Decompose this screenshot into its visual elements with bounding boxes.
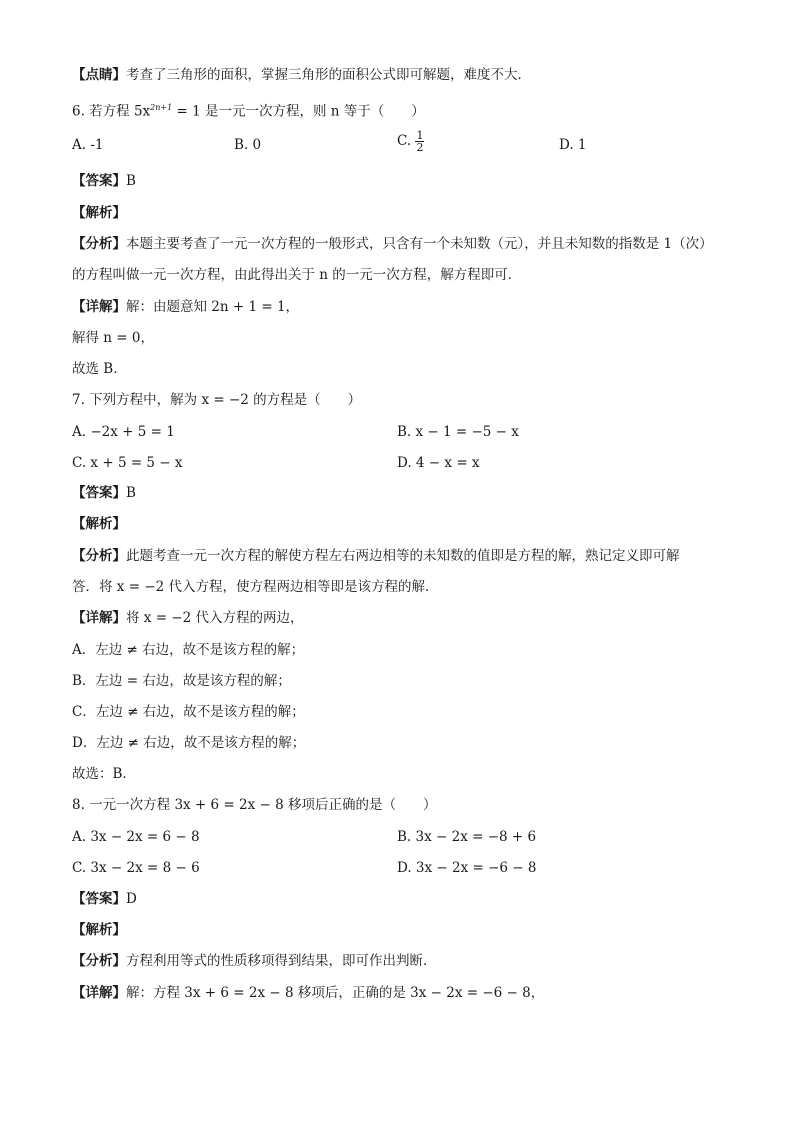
q8-option-c: C. 3x − 2x = 8 − 6 bbox=[72, 860, 200, 876]
q6-analysis-1: 【分析】本题主要考查了一元一次方程的一般形式，只含有一个未知数（元），并且未知数的指数是 1（次） bbox=[72, 236, 713, 252]
q6-analysis-heading: 【解析】 bbox=[72, 205, 126, 221]
q6-solve: 解得 n = 0， bbox=[72, 330, 154, 346]
q8-stem: 8. 一元一次方程 3x + 6 = 2x − 8 移项后正确的是（ ） bbox=[72, 797, 437, 813]
note-text: 考查了三角形的面积，掌握三角形的面积公式即可解题，难度不大． bbox=[126, 67, 531, 83]
q6-option-a: A. -1 bbox=[72, 137, 104, 153]
q8-option-b: B. 3x − 2x = −8 + 6 bbox=[397, 829, 537, 845]
q6-answer: 【答案】B bbox=[72, 173, 136, 189]
fraction: $\frac{1}{2}$ bbox=[416, 129, 424, 154]
q7-analysis-heading: 【解析】 bbox=[72, 516, 126, 532]
q8-analysis: 【分析】方程利用等式的性质移项得到结果，即可作出判断． bbox=[72, 953, 437, 969]
q7-option-a: A. −2x + 5 = 1 bbox=[72, 424, 175, 440]
highlight-note bbox=[72, 66, 531, 84]
q6-option-c: C. $\frac{1}{2}$ bbox=[397, 129, 424, 154]
q7-option-b: B. x − 1 = −5 − x bbox=[397, 424, 519, 440]
q7-option-d: D. 4 − x = x bbox=[397, 455, 480, 471]
q8-option-a: A. 3x − 2x = 6 − 8 bbox=[72, 829, 200, 845]
note-tag: 【点睛】 bbox=[72, 67, 126, 83]
q6-option-b: B. 0 bbox=[234, 137, 262, 153]
q7-answer: 【答案】B bbox=[72, 485, 136, 501]
q6-detail: 【详解】解：由题意知 2n + 1 = 1， bbox=[72, 299, 300, 315]
q7-detail: 【详解】将 x = −2 代入方程的两边， bbox=[72, 610, 304, 626]
q7-choose: 故选：B． bbox=[72, 766, 136, 782]
q6-option-d: D. 1 bbox=[559, 137, 587, 153]
q8-detail: 【详解】解：方程 3x + 6 = 2x − 8 移项后，正确的是 3x − 2x = −6 − 8， bbox=[72, 985, 545, 1001]
q7-reason-b: B．左边 = 右边，故是该方程的解； bbox=[72, 673, 291, 689]
q7-reason-d: D．左边 ≠ 右边，故不是该方程的解； bbox=[72, 735, 306, 751]
q7-reason-c: C．左边 ≠ 右边，故不是该方程的解； bbox=[72, 704, 305, 720]
q8-answer: 【答案】D bbox=[72, 891, 137, 907]
q8-option-d: D. 3x − 2x = −6 − 8 bbox=[397, 860, 537, 876]
q7-reason-a: A．左边 ≠ 右边，故不是该方程的解； bbox=[72, 642, 305, 658]
q7-analysis-2: 答．将 x = −2 代入方程，使方程两边相等即是该方程的解． bbox=[72, 579, 439, 595]
q8-analysis-heading: 【解析】 bbox=[72, 922, 126, 938]
q6-analysis-2: 的方程叫做一元一次方程，由此得出关于 n 的一元一次方程，解方程即可． bbox=[72, 267, 522, 283]
q6-choose: 故选 B． bbox=[72, 361, 127, 377]
q6-stem: 6. 若方程 $5x^{2n+1} = 1$ 是一元一次方程，则 n 等于（ ） bbox=[72, 103, 425, 120]
q7-stem: 7. 下列方程中，解为 x = −2 的方程是（ ） bbox=[72, 392, 362, 408]
q7-analysis-1: 【分析】此题考查一元一次方程的解使方程左右两边相等的未知数的值即是方程的解，熟记定义即可解 bbox=[72, 548, 680, 564]
q7-option-c: C. x + 5 = 5 − x bbox=[72, 455, 183, 471]
